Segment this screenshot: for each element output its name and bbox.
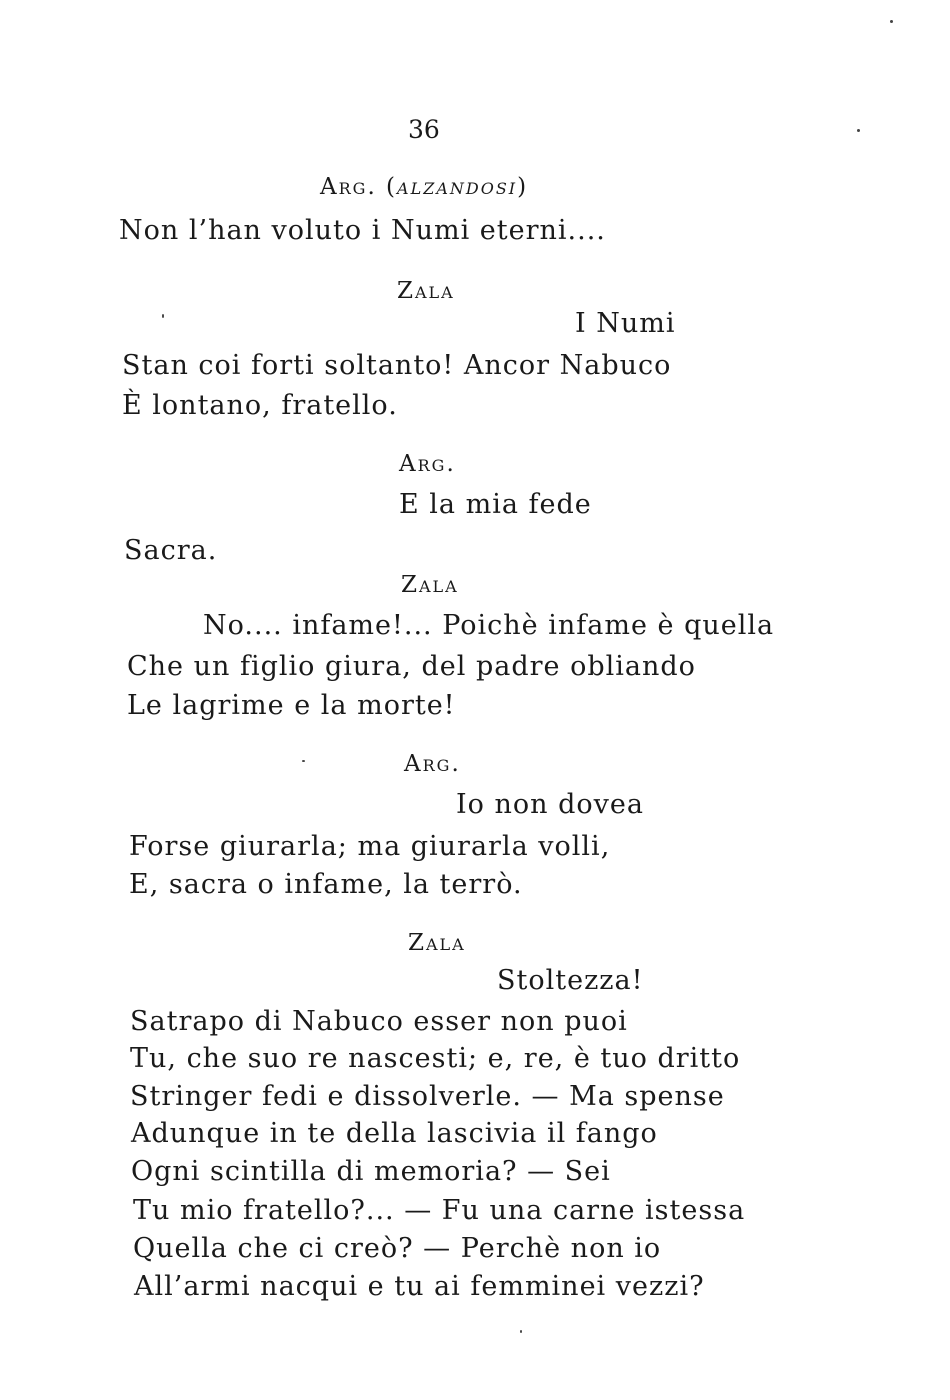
- speaker-label: Zala: [408, 930, 466, 956]
- verse-line: E, sacra o infame, la terrò.: [129, 869, 523, 900]
- stage-direction: alzandosi: [397, 174, 518, 200]
- verse-line: E la mia fede: [399, 489, 592, 520]
- verse-line: Stoltezza!: [497, 965, 644, 996]
- verse-line: Le lagrime e la morte!: [127, 690, 456, 721]
- scan-speck: [857, 129, 860, 132]
- speaker-label: Zala: [401, 572, 459, 598]
- scan-speck: [162, 314, 164, 318]
- verse-line: Adunque in te della lascivia il fango: [131, 1118, 658, 1149]
- speaker-label: Arg.: [399, 451, 456, 477]
- verse-line: All’armi nacqui e tu ai femminei vezzi?: [134, 1271, 705, 1302]
- verse-line: Ogni scintilla di memoria? — Sei: [131, 1156, 611, 1187]
- verse-line: Sacra.: [124, 535, 218, 566]
- speaker-label: Zala: [397, 278, 455, 304]
- verse-line: Satrapo di Nabuco esser non puoi: [130, 1006, 628, 1037]
- page-number: 36: [408, 115, 440, 144]
- verse-line: Stan coi forti soltanto! Ancor Nabuco: [122, 350, 672, 381]
- speaker-label: Arg. (alzandosi): [320, 174, 529, 200]
- verse-line: No.... infame!... Poichè infame è quella: [203, 610, 775, 641]
- verse-line: Non l’han voluto i Numi eterni....: [119, 215, 606, 246]
- verse-line: I Numi: [575, 308, 676, 339]
- scan-speck: [520, 1330, 522, 1333]
- verse-line: Stringer fedi e dissolverle. — Ma spense: [130, 1081, 725, 1112]
- verse-line: Tu, che suo re nascesti; e, re, è tuo dritto: [130, 1043, 741, 1074]
- verse-line: Che un figlio giura, del padre obliando: [127, 651, 696, 682]
- speaker-label: Arg.: [404, 751, 461, 777]
- speaker-name: Arg.: [320, 174, 377, 200]
- verse-line: Tu mio fratello?... — Fu una carne istessa: [133, 1195, 746, 1226]
- verse-line: Forse giurarla; ma giurarla volli,: [129, 831, 611, 862]
- verse-line: Io non dovea: [456, 789, 644, 820]
- scan-speck: [302, 760, 305, 762]
- scan-speck: [890, 20, 893, 23]
- verse-line: È lontano, fratello.: [122, 390, 398, 421]
- verse-line: Quella che ci creò? — Perchè non io: [133, 1233, 662, 1264]
